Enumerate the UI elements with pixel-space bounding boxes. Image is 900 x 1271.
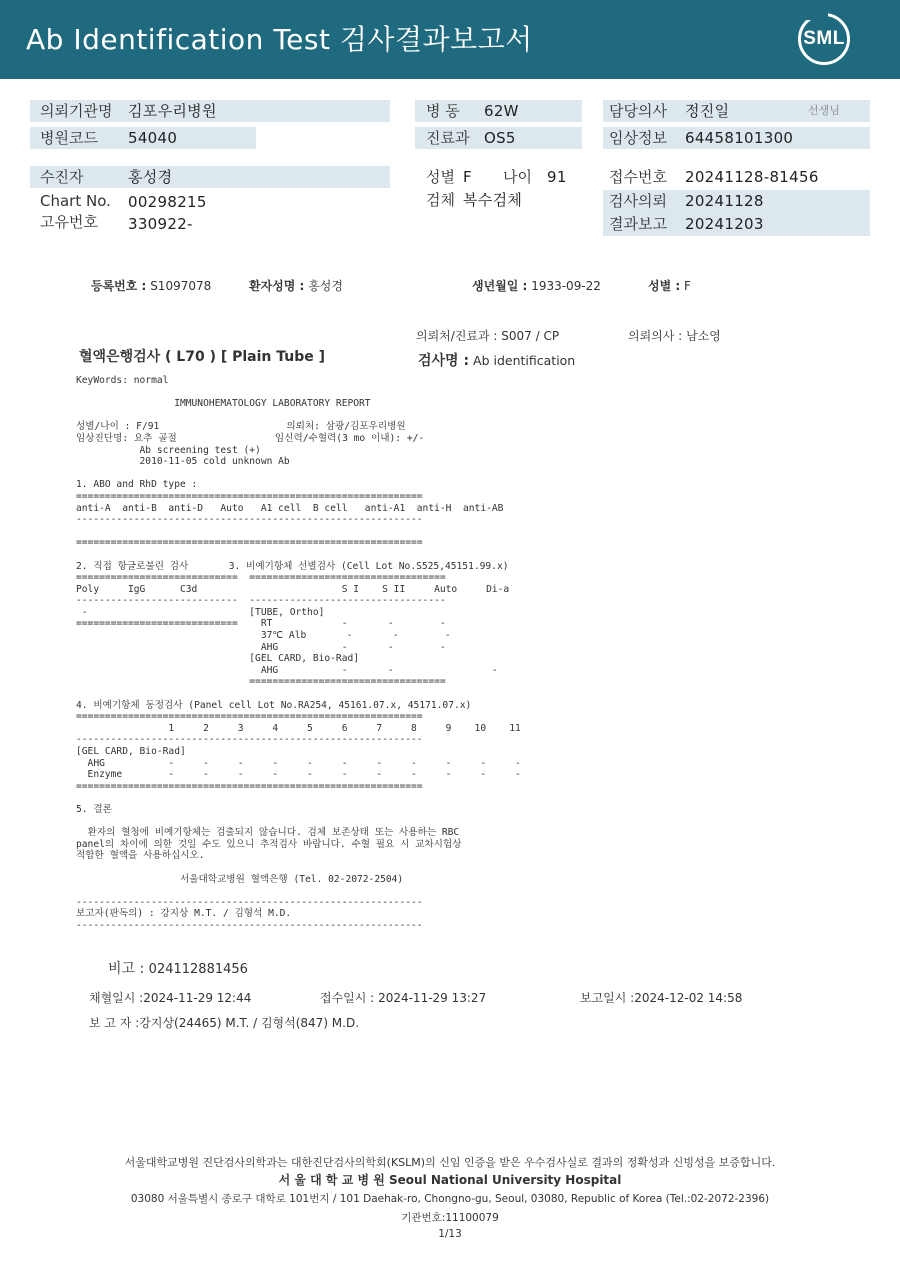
chart-value: 00298215 [128,193,207,211]
ward-label: 병 동 [426,102,460,120]
doctor-suffix: 선생님 [808,104,840,117]
logo-arc-gap [800,8,828,20]
req-doctor-label: 의뢰의사 : [628,329,683,343]
info-bar-patient [30,166,390,188]
requester-label: 의뢰처/진료과 : [416,329,498,343]
reporter-label: 보 고 자 : [89,1016,140,1030]
reg-sex-label: 성별 : [648,279,681,293]
test-name [418,350,575,370]
collect-time-label: 채혈일시 : [89,991,144,1005]
test-name-value: Ab identification [473,353,576,368]
req-doctor [628,327,721,344]
patient-name [249,277,343,294]
report-header [0,0,900,79]
sex-value: F [463,168,472,186]
report-date-label: 결과보고 [609,215,667,233]
test-title: 혈액은행검사 ( L70 ) [ Plain Tube ] [79,349,326,365]
report-date-value: 20241203 [685,215,764,233]
specimen-value: 복수검체 [463,191,523,209]
dob-label: 생년월일 : [472,279,528,293]
institution-value: 김포우리병원 [128,102,217,120]
patient-name-value: 홍성경 [308,279,343,293]
report-time-value: 2024-12-02 14:58 [634,991,743,1005]
reporter-value: 강지상(24465) M.T. / 김형석(847) M.D. [139,1016,360,1030]
patient-value: 홍성경 [128,168,173,186]
reg-sex-value: F [684,279,691,293]
reporter [89,1014,359,1031]
ward-value: 62W [484,102,519,120]
lab-report-text: KeyWords: normal IMMUNOHEMATOLOGY LABORATORY REPORT 성별/나이 : F/91 의뢰처: 삼광/김포우리병원 임상진단명: 요추 골절 임신력/수혈력(3 mo 이내): +/- Ab screening test (+) 2010-11-05 cold unknown Ab 1. ABO and RhD type : ============================================================ anti-A anti-B anti-D Auto A1 cell B cell anti-A1 anti-H anti-AB ------------------------------------------------------------ ============================================================ 2. 직접 항글로불린 검사 3. 비예기항체 선별검사 (Cell Lot No.S525,45151.99.x) ============================ ================================== Poly IgG C3d S I S II Auto Di-a ---------------------------- ---------------------------------- - [TUBE, Ortho] ============================ RT - - - 37℃ Alb - - - AHG - - - [GEL CARD, Bio-Rad] AHG - - - ================================== 4. 비예기항체 동정검사 (Panel cell Lot No.RA254, 45161.07.x, 45171.07.x) ============================================================ 1 2 3 4 5 6 7 8 9 10 11 ------------------------------------------------------------ [GEL CARD, Bio-Rad] AHG - - - - - - - - - - - Enzyme - - - - - - - - - - - ============================================================ 5. 결론 환자의 혈청에 비예기항체는 검출되지 않습니다. 검체 보존상태 또는 사용하는 RBC panel의 차이에 의한 것일 수도 있으니 추적검사 바랍니다. 수혈 필요 시 교차시험상 적합한 혈액을 사용하십시오. 서울대학교병원 혈액은행 (Tel. 02-2072-2504) ------------------------------------------------------------ 보고자(판독의) : 강지상 M.T. / 김형석 M.D. ------------------------------------------------------------ [76,375,521,931]
requester [416,327,559,344]
hospital-code-value: 54040 [128,129,178,147]
sex-label: 성별 [426,168,455,186]
dept-label: 진료과 [426,129,470,147]
receive-time-label: 접수일시 : [320,991,375,1005]
dept-value: OS5 [484,129,516,147]
clinical-value: 64458101300 [685,129,794,147]
collect-time [89,989,251,1006]
specimen-label: 검체 [426,191,455,209]
request-value: 20241128 [685,192,764,210]
remark-note-value: 024112881456 [148,962,248,977]
remark-note [108,958,248,978]
clinical-label: 임상정보 [609,129,667,147]
doctor-value: 정진일 [685,102,730,120]
footer-hospital-name: 서 울 대 학 교 병 원 Seoul National University Hospital [278,1173,622,1187]
report-title: Ab Identification Test 검사결과보고서 [26,23,533,56]
reg-no-value: S1097078 [150,279,212,293]
footer-certification: 서울대학교병원 진단검사의학과는 대한진단검사의학회(KSLM)의 신임 인증을 받은 우수검사실로 결과의 정확성과 신빙성을 보증합니다. [124,1156,776,1169]
chart-label: Chart No. [40,192,111,210]
collect-time-value: 2024-11-29 12:44 [143,991,252,1005]
age-label: 나이 [503,168,532,186]
footer-institution-no: 기관번호:11100079 [401,1212,499,1224]
test-name-label: 검사명 : [418,353,470,369]
footer-address: 03080 서울특별시 종로구 대학로 101번지 / 101 Daehak-ro, Chongno-gu, Seoul, 03080, Republic of Korea (Tel.:02-2072-2396) [130,1193,770,1205]
age-value: 91 [547,168,567,186]
receipt-label: 접수번호 [609,168,667,186]
reg-sex [648,277,691,294]
reg-no [91,277,211,294]
unique-value: 330922- [128,215,193,233]
hospital-code-label: 병원코드 [40,129,98,147]
receive-time [320,989,486,1006]
patient-name-label: 환자성명 : [249,279,305,293]
footer-page-number: 1/13 [438,1228,462,1240]
unique-label: 고유번호 [40,213,98,231]
reg-no-label: 등록번호 : [91,279,147,293]
report-time-label: 보고일시 : [580,991,635,1005]
receipt-value: 20241128-81456 [685,168,819,186]
dob-value: 1933-09-22 [531,279,601,293]
institution-label: 의뢰기관명 [40,102,113,120]
remark-note-label: 비고 : [108,961,145,977]
report-time [580,989,742,1006]
requester-value: S007 / CP [501,329,560,343]
sml-logo: SML [798,13,850,65]
doctor-label: 담당의사 [609,102,667,120]
request-label: 검사의뢰 [609,192,667,210]
req-doctor-value: 남소영 [686,329,721,343]
dob [472,277,601,294]
receive-time-value: 2024-11-29 13:27 [378,991,487,1005]
patient-label: 수진자 [40,168,84,186]
